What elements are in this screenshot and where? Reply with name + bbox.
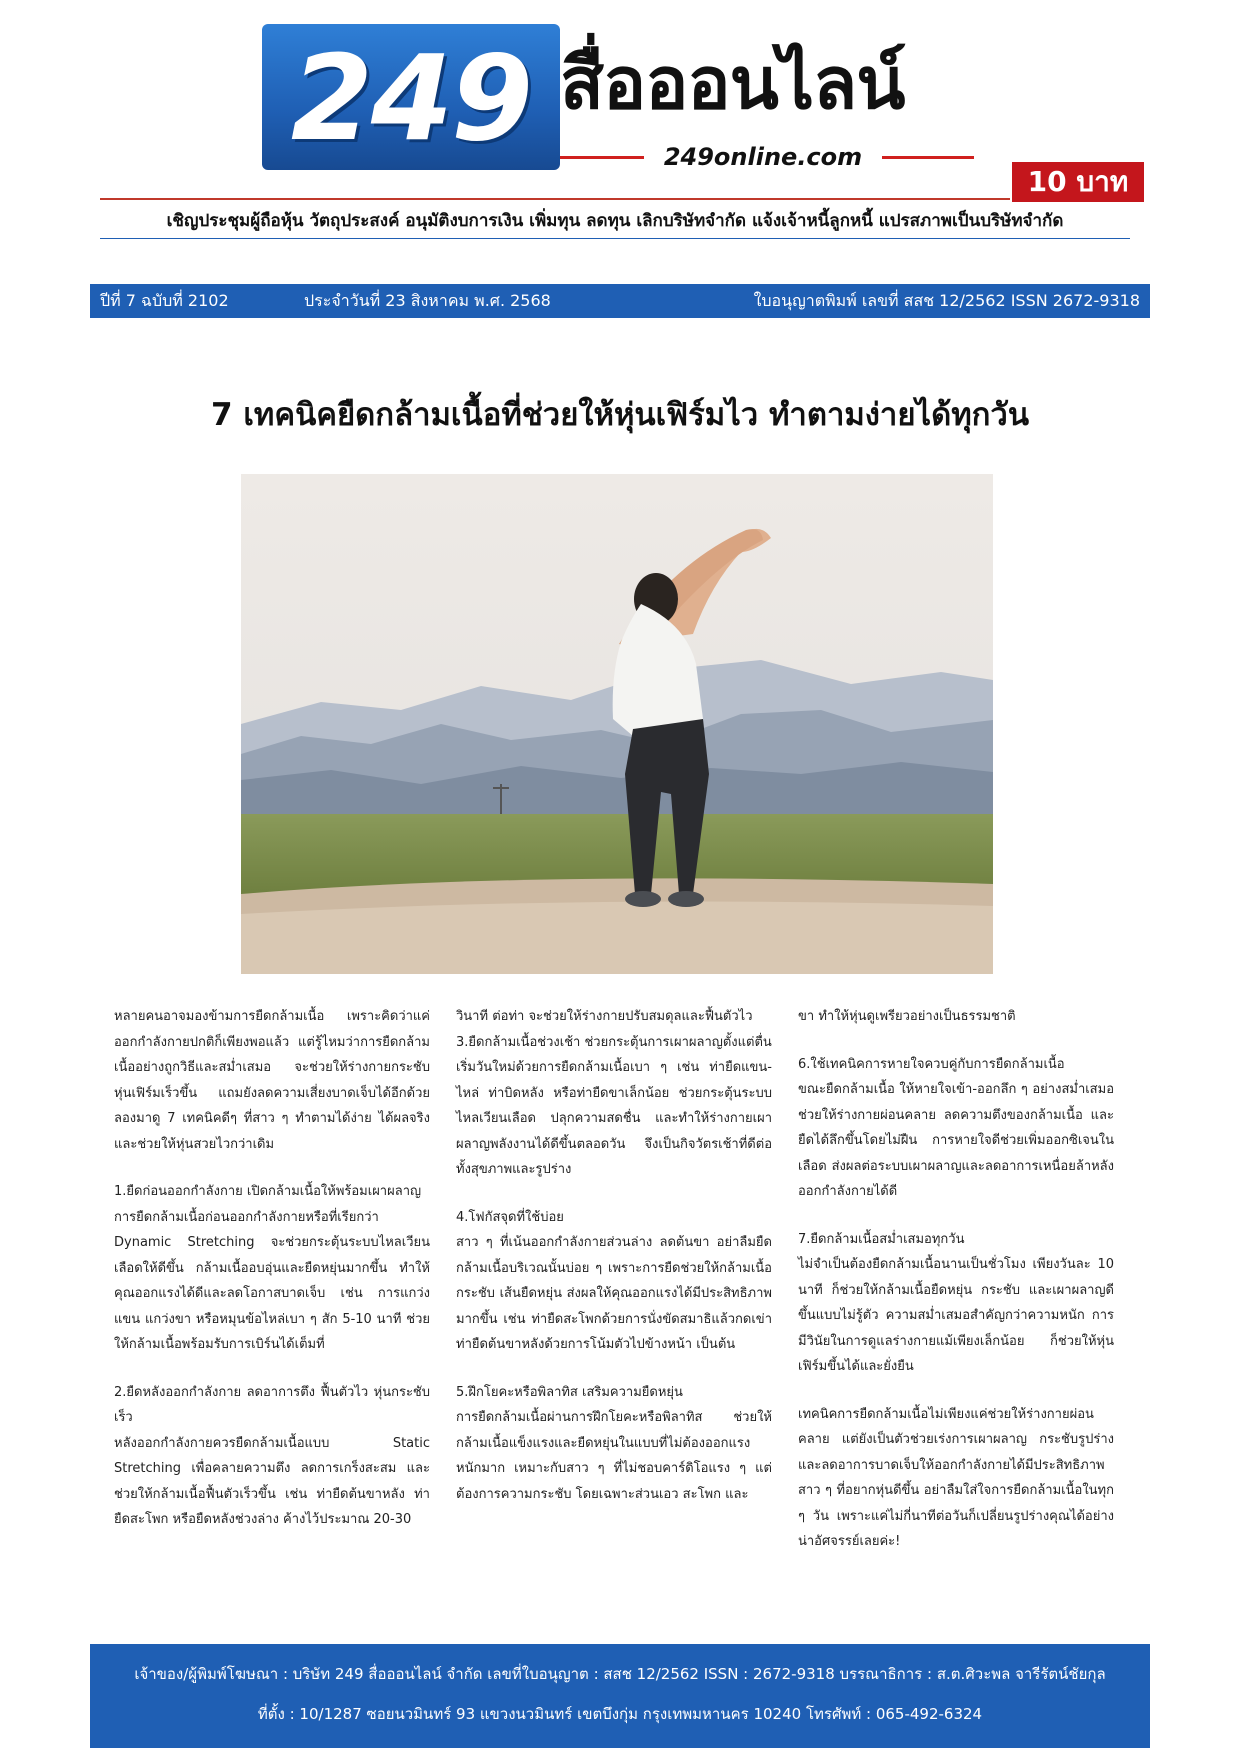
subhead-6: 6.ใช้เทคนิคการหายใจควบคู่กับการยืดกล้ามเนื้อ [798, 1056, 1065, 1072]
subhead-5: 5.ฝึกโยคะหรือพิลาทิส เสริมความยืดหยุ่น [456, 1384, 683, 1400]
paragraph-5: การยืดกล้ามเนื้อผ่านการฝึกโยคะหรือพิลาทิส ช่วยให้กล้ามเนื้อแข็งแรงและยืดหยุ่นในแบบที่ไม่ต้องออกแรงหนักมาก เหมาะกับสาว ๆ ที่ไม่ชอบคาร์ดิโอแรง ๆ แต่ต้องการความกระชับ โดยเฉพาะส่วนเอว สะโพก และ [456, 1410, 772, 1502]
subhead-3: 3.ยืดกล้ามเนื้อช่วงเช้า ช่วยกระตุ้นการเผาผลาญตั้งแต่ตื่น [456, 1034, 772, 1050]
logo-url-rule-right [882, 156, 974, 159]
paragraph-3: เริ่มวันใหม่ด้วยการยืดกล้ามเนื้อเบา ๆ เช่น ท่ายืดแขน-ไหล่ ท่าบิดหลัง หรือท่ายืดขาเล็กน้อย ช่วยกระตุ้นระบบไหลเวียนเลือด ปลุกความสดชื่น และทำให้ร่างกายเผาผลาญพลังงานได้ดีขึ้นตลอดวัน จึงเป็นกิจวัตรเช้าที่ดีต่อทั้งสุขภาพและรูปร่าง [456, 1060, 772, 1177]
footer-address: ที่ตั้ง : 10/1287 ซอยนวมินทร์ 93 แขวงนวมินทร์ เขตบึงกุ่ม กรุงเทพมหานคร 10240 โทรศัพท์ : 065-492-6324 [257, 1705, 983, 1723]
paragraph-5-cont: ขา ทำให้หุ่นดูเพรียวอย่างเป็นธรรมชาติ [798, 1009, 1016, 1024]
tagline-rule [100, 238, 1130, 239]
subhead-4: 4.โฟกัสจุดที่ใช้บ่อย [456, 1209, 564, 1225]
tagline: เชิญประชุมผู้ถือหุ้น วัตถุประสงค์ อนุมัติงบการเงิน เพิ่มทุน ลดทุน เลิกบริษัทจำกัด แจ้งเจ้าหนี้ลูกหนี้ แปรสภาพเป็นบริษัทจำกัด [166, 211, 1064, 231]
subhead-1: 1.ยืดก่อนออกกำลังกาย เปิดกล้ามเนื้อให้พร้อมเผาผลาญ [114, 1184, 422, 1199]
footer-publisher: เจ้าของ/ผู้พิมพ์โฆษณา : บริษัท 249 สื่อออนไลน์ จำกัด เลขที่ใบอนุญาต : สสช 12/2562 ISSN : 2672-9318 บรรณาธิการ : ส.ต.ศิวะพล จารีรัตน์ชัยกุล [134, 1665, 1106, 1683]
article-headline: 7 เทคนิคยืดกล้ามเนื้อที่ช่วยให้หุ่นเฟิร์มไว ทำตามง่ายได้ทุกวัน [210, 397, 1030, 433]
issue-number: ปีที่ 7 ฉบับที่ 2102 [100, 291, 229, 310]
logo-url-rule-left [560, 156, 644, 159]
logo-url: 249online.com [663, 143, 863, 171]
paragraph-6: ขณะยืดกล้ามเนื้อ ให้หายใจเข้า-ออกลึก ๆ อย่างสม่ำเสมอ ช่วยให้ร่างกายผ่อนคลาย ลดความตึงของกล้ามเนื้อ และยืดได้ลึกขึ้นโดยไม่ฝืน การหายใจดีช่วยเพิ่มออกซิเจนในเลือด ส่งผลต่อระบบเผาผลาญและลดอาการเหนื่อยล้าหลังออกกำลังกายได้ดี [798, 1082, 1114, 1199]
paragraph-1: การยืดกล้ามเนื้อก่อนออกกำลังกายหรือที่เรียกว่า Dynamic Stretching จะช่วยกระตุ้นระบบไหลเวียนเลือดให้ดีขึ้น กล้ามเนื้ออบอุ่นและยืดหยุ่นมากขึ้น ทำให้คุณออกแรงได้ดีและลดโอกาสบาดเจ็บ เช่น การแกว่งแขน แกว่งขา หรือหมุนข้อไหล่เบา ๆ สัก 5-10 นาที ช่วยให้กล้ามเนื้อพร้อมรับการเบิร์นได้เต็มที่ [114, 1209, 430, 1352]
price-rule [100, 198, 1010, 200]
article-column-3 [798, 1004, 1114, 1555]
paragraph-2-cont: วินาที ต่อท่า จะช่วยให้ร่างกายปรับสมดุลและฟื้นตัวไว [456, 1009, 753, 1024]
paragraph-4: สาว ๆ ที่เน้นออกกำลังกายส่วนล่าง ลดต้นขา อย่าลืมยืดกล้ามเนื้อบริเวณนั้นบ่อย ๆ เพราะการยืดช่วยให้กล้ามเนื้อกระชับ เส้นยืดหยุ่น ส่งผลให้คุณออกแรงได้มีประสิทธิภาพมากขึ้น เช่น ท่ายืดสะโพกด้วยการนั่งขัดสมาธิแล้วกดเข่า ท่ายืดต้นขาหลังด้วยการโน้มตัวไปข้างหน้า เป็นต้น [456, 1235, 772, 1352]
logo-number-block [262, 24, 560, 170]
article-column-2 [456, 1004, 772, 1507]
footer-bar [90, 1644, 1150, 1748]
paragraph-2: หลังออกกำลังกายควรยืดกล้ามเนื้อแบบ Static Stretching เพื่อคลายความตึง ลดการเกร็งสะสม และช่วยให้กล้ามเนื้อฟื้นตัวเร็วขึ้น เช่น ท่ายืดต้นขาหลัง ท่ายืดสะโพก หรือยืดหลังช่วงล่าง ค้างไว้ประมาณ 20-30 [114, 1435, 430, 1527]
issue-license: ใบอนุญาตพิมพ์ เลขที่ สสช 12/2562 ISSN 2672-9318 [753, 291, 1140, 310]
price-badge: 10 บาท [1012, 162, 1144, 202]
paragraph-intro: หลายคนอาจมองข้ามการยืดกล้ามเนื้อ เพราะคิดว่าแค่ออกกำลังกายปกติก็เพียงพอแล้ว แต่รู้ไหมว่าการยืดกล้ามเนื้ออย่างถูกวิธีและสม่ำเสมอ จะช่วยให้ร่างกายกระชับ หุ่นเฟิร์มเร็วขึ้น แถมยังลดความเสี่ยงบาดเจ็บได้อีกด้วย ลองมาดู 7 เทคนิคดีๆ ที่สาว ๆ ทำตามได้ง่าย ได้ผลจริง และช่วยให้หุ่นสวยไวกว่าเดิม [114, 1009, 430, 1152]
issue-bar [90, 284, 1150, 318]
article-column-1 [114, 1004, 430, 1533]
article-photo [241, 474, 993, 974]
subhead-7: 7.ยืดกล้ามเนื้อสม่ำเสมอทุกวัน [798, 1231, 965, 1247]
logo-thai-text: สื่อออนไลน์ [560, 41, 905, 125]
logo-number: 249 [290, 29, 532, 167]
issue-date: ประจำวันที่ 23 สิงหาคม พ.ศ. 2568 [304, 291, 551, 310]
paragraph-conclusion: เทคนิคการยืดกล้ามเนื้อไม่เพียงแค่ช่วยให้ร่างกายผ่อนคลาย แต่ยังเป็นตัวช่วยเร่งการเผาผลาญ กระชับรูปร่าง และลดอาการบาดเจ็บให้ออกกำลังกายได้มีประสิทธิภาพ สาว ๆ ที่อยากหุ่นดีขึ้น อย่าลืมใส่ใจการยืดกล้ามเนื้อในทุก ๆ วัน เพราะแค่ไม่กี่นาทีต่อวันก็เปลี่ยนรูปร่างคุณได้อย่างน่าอัศจรรย์เลยค่ะ! [798, 1406, 1114, 1549]
paragraph-7: ไม่จำเป็นต้องยืดกล้ามเนื้อนานเป็นชั่วโมง เพียงวันละ 10 นาที ก็ช่วยให้กล้ามเนื้อยืดหยุ่น กระชับ และเผาผลาญดีขึ้นแบบไม่รู้ตัว ความสม่ำเสมอสำคัญกว่าความหนัก การมีวินัยในการดูแลร่างกายแม้เพียงเล็กน้อย ก็ช่วยให้หุ่นเฟิร์มขึ้นได้และยั่งยืน [798, 1257, 1114, 1374]
subhead-2: 2.ยืดหลังออกกำลังกาย ลดอาการตึง ฟื้นตัวไว หุ่นกระชับเร็ว [114, 1384, 430, 1425]
